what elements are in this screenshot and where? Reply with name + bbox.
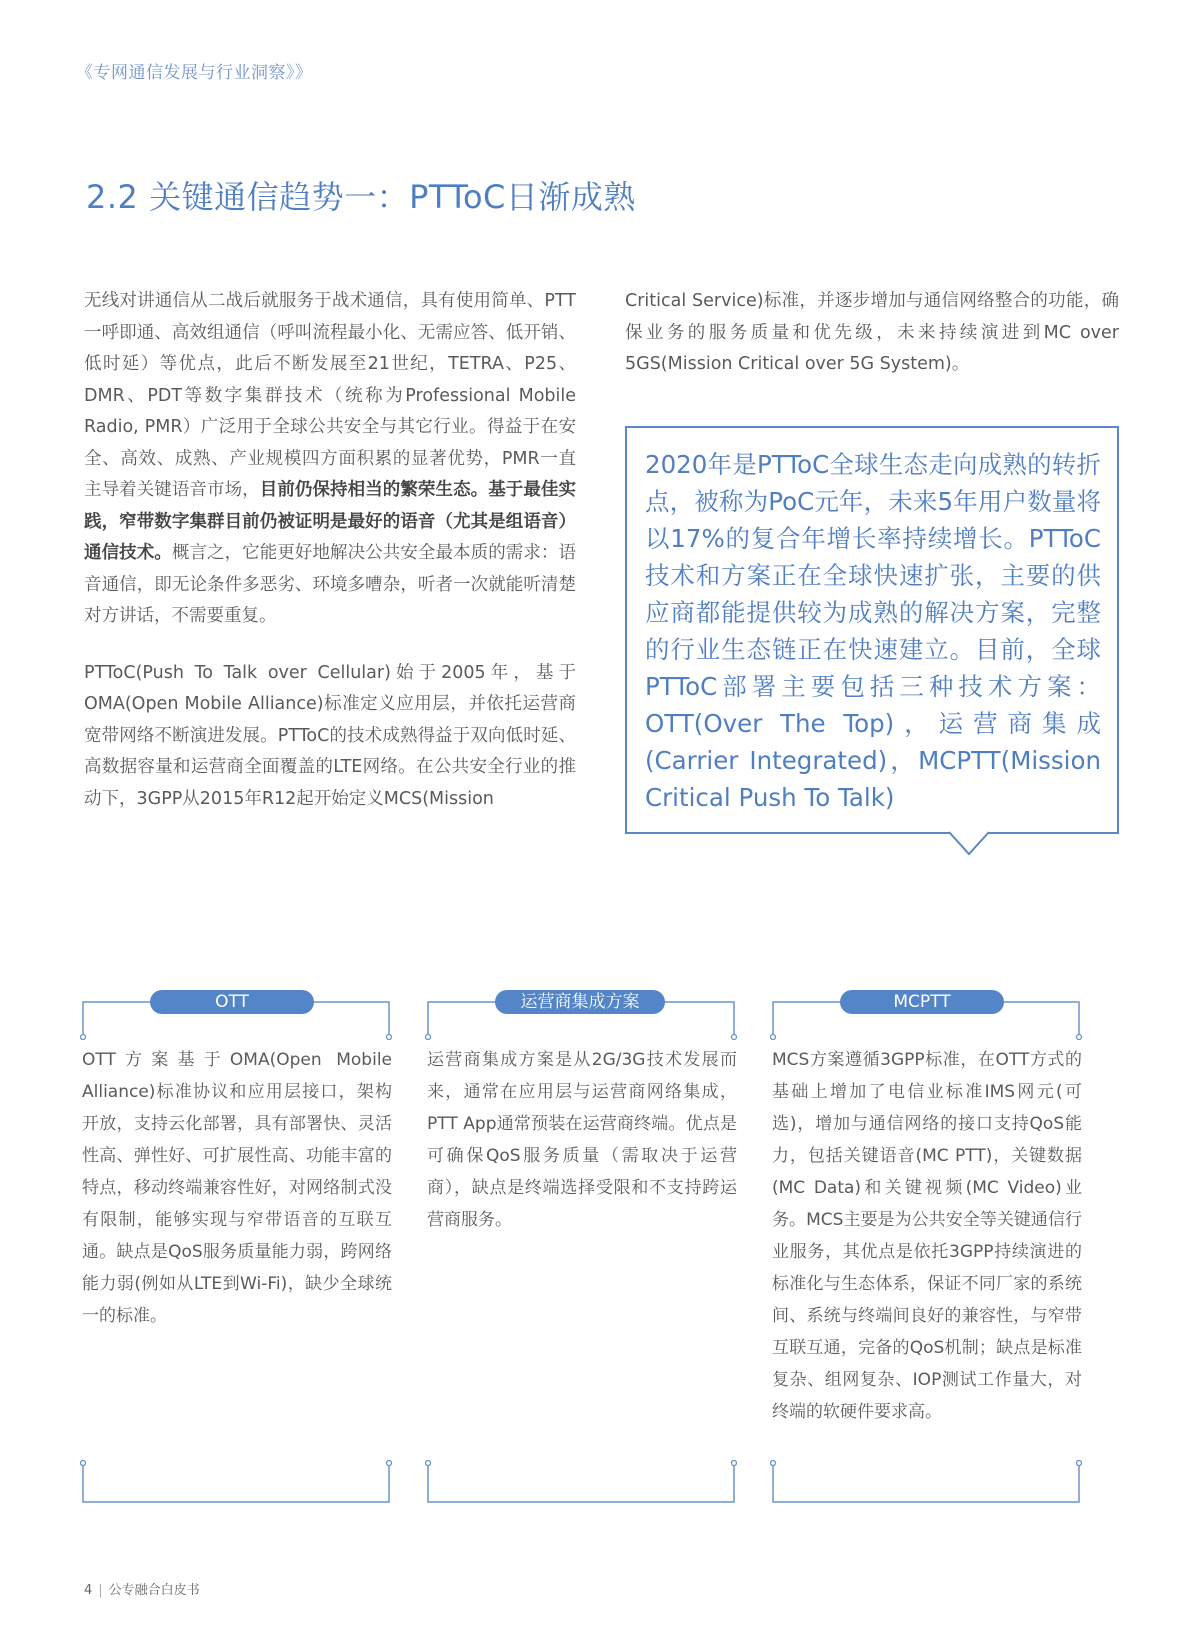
solution-label-pill: MCPTT bbox=[840, 990, 1004, 1014]
bracket-bottom-icon bbox=[80, 1460, 392, 1510]
solution-description: 运营商集成方案是从2G/3G技术发展而来，通常在应用层与运营商网络集成，PTT App通常预装在运营商终端。优点是可确保QoS服务质量（需取决于运营商），缺点是终端选择受限和不支持跨运营商服务。 bbox=[427, 1050, 737, 1230]
emphasis-text: 目前仍保持相当的繁荣生态。基于最佳实践，窄带数字集群目前仍被证明是最好的语音（尤其是组语音）通信技术。 bbox=[84, 480, 577, 563]
solution-description: MCS方案遵循3GPP标准，在OTT方式的基础上增加了电信业标准IMS网元(可选)，增加与通信网络的接口支持QoS能力，包括关键语音(MC PTT)，关键数据(MC Data)和关键视频(MC Video)业务。MCS主要是为公共安全等关键通信行业服务，其优点是依托3GPP持续演进的标准化与生态体系，保证不同厂家的系统间、系统与终端间良好的兼容性，与窄带互联互通，完备的QoS机制；缺点是标准复杂、组网复杂、IOP测试工作量大，对终端的软硬件要求高。 bbox=[772, 1050, 1082, 1422]
right-column bbox=[625, 286, 1119, 406]
paragraph-pttoc-continued: Critical Service)标准，并逐步增加与通信网络整合的功能，确保业务的服务质量和优先级，未来持续演进到MC over 5GS(Mission Critical over 5G System)。 bbox=[625, 291, 1119, 374]
callout-pointer-icon bbox=[944, 832, 994, 860]
page-footer bbox=[84, 1579, 200, 1598]
footer-document-title: 公专融合白皮书 bbox=[108, 1583, 200, 1598]
solution-label-pill: 运营商集成方案 bbox=[495, 990, 665, 1014]
bracket-bottom-icon bbox=[425, 1460, 737, 1510]
bracket-bottom-icon bbox=[770, 1460, 1082, 1510]
document-series-title: 《专网通信发展与行业洞察》》 bbox=[76, 63, 313, 83]
paragraph-text: 无线对讲通信从二战后就服务于战术通信，具有使用简单、PTT一呼即通、高效组通信（呼叫流程最小化、无需应答、低开销、低时延）等优点，此后不断发展至21世纪，TETRA、P25、DMR、PDT等数字集群技术（统称为Professional Mobile Radio, PMR）广泛用于全球公共安全与其它行业。得益于在安全、高效、成熟、产业规模四方面积累的显著优势，PMR一直主导着关键语音市场， bbox=[84, 291, 576, 500]
solution-mcptt bbox=[770, 990, 1082, 1510]
solution-ott bbox=[80, 990, 392, 1510]
page-number: 4 bbox=[84, 1583, 93, 1598]
paragraph-pttoc: PTToC(Push To Talk over Cellular)始于2005年，基于OMA(Open Mobile Alliance)标准定义应用层，并依托运营商宽带网络不断演进发展。PTToC的技术成熟得益于双向低时延、高数据容量和运营商全面覆盖的LTE网络。在公共安全行业的推动下，3GPP从2015年R12起开始定义MCS(Mission bbox=[84, 662, 576, 809]
section-title: 2.2 关键通信趋势一：PTToC日渐成熟 bbox=[86, 178, 636, 216]
callout-box bbox=[625, 426, 1119, 834]
paragraph-text: 概言之，它能更好地解决公共安全最本质的需求：语音通信，即无论条件多恶劣、环境多嘈杂，听者一次就能听清楚对方讲话，不需要重复。 bbox=[84, 543, 577, 626]
left-column bbox=[84, 286, 576, 840]
solution-description: OTT方案基于OMA(Open Mobile Alliance)标准协议和应用层接口，架构开放，支持云化部署，具有部署快、灵活性高、弹性好、可扩展性高、功能丰富的特点，移动终端兼容性好，对网络制式没有限制，能够实现与窄带语音的互联互通。缺点是QoS服务质量能力弱，跨网络能力弱(例如从LTE到Wi-Fi)，缺少全球统一的标准。 bbox=[82, 1050, 392, 1326]
footer-separator: | bbox=[98, 1583, 103, 1598]
solution-label-pill: OTT bbox=[150, 990, 314, 1014]
paragraph-pmr bbox=[84, 286, 576, 633]
solution-carrier-integrated bbox=[425, 990, 737, 1510]
callout-text: 2020年是PTToC全球生态走向成熟的转折点，被称为PoC元年，未来5年用户数量将以17%的复合年增长率持续增长。PTToC技术和方案正在全球快速扩张，主要的供应商都能提供较为成熟的解决方案，完整的行业生态链正在快速建立。目前，全球PTToC部署主要包括三种技术方案：OTT(Over The Top)，运营商集成(Carrier Integrated)，MCPTT(Mission Critical Push To Talk) bbox=[645, 450, 1101, 812]
